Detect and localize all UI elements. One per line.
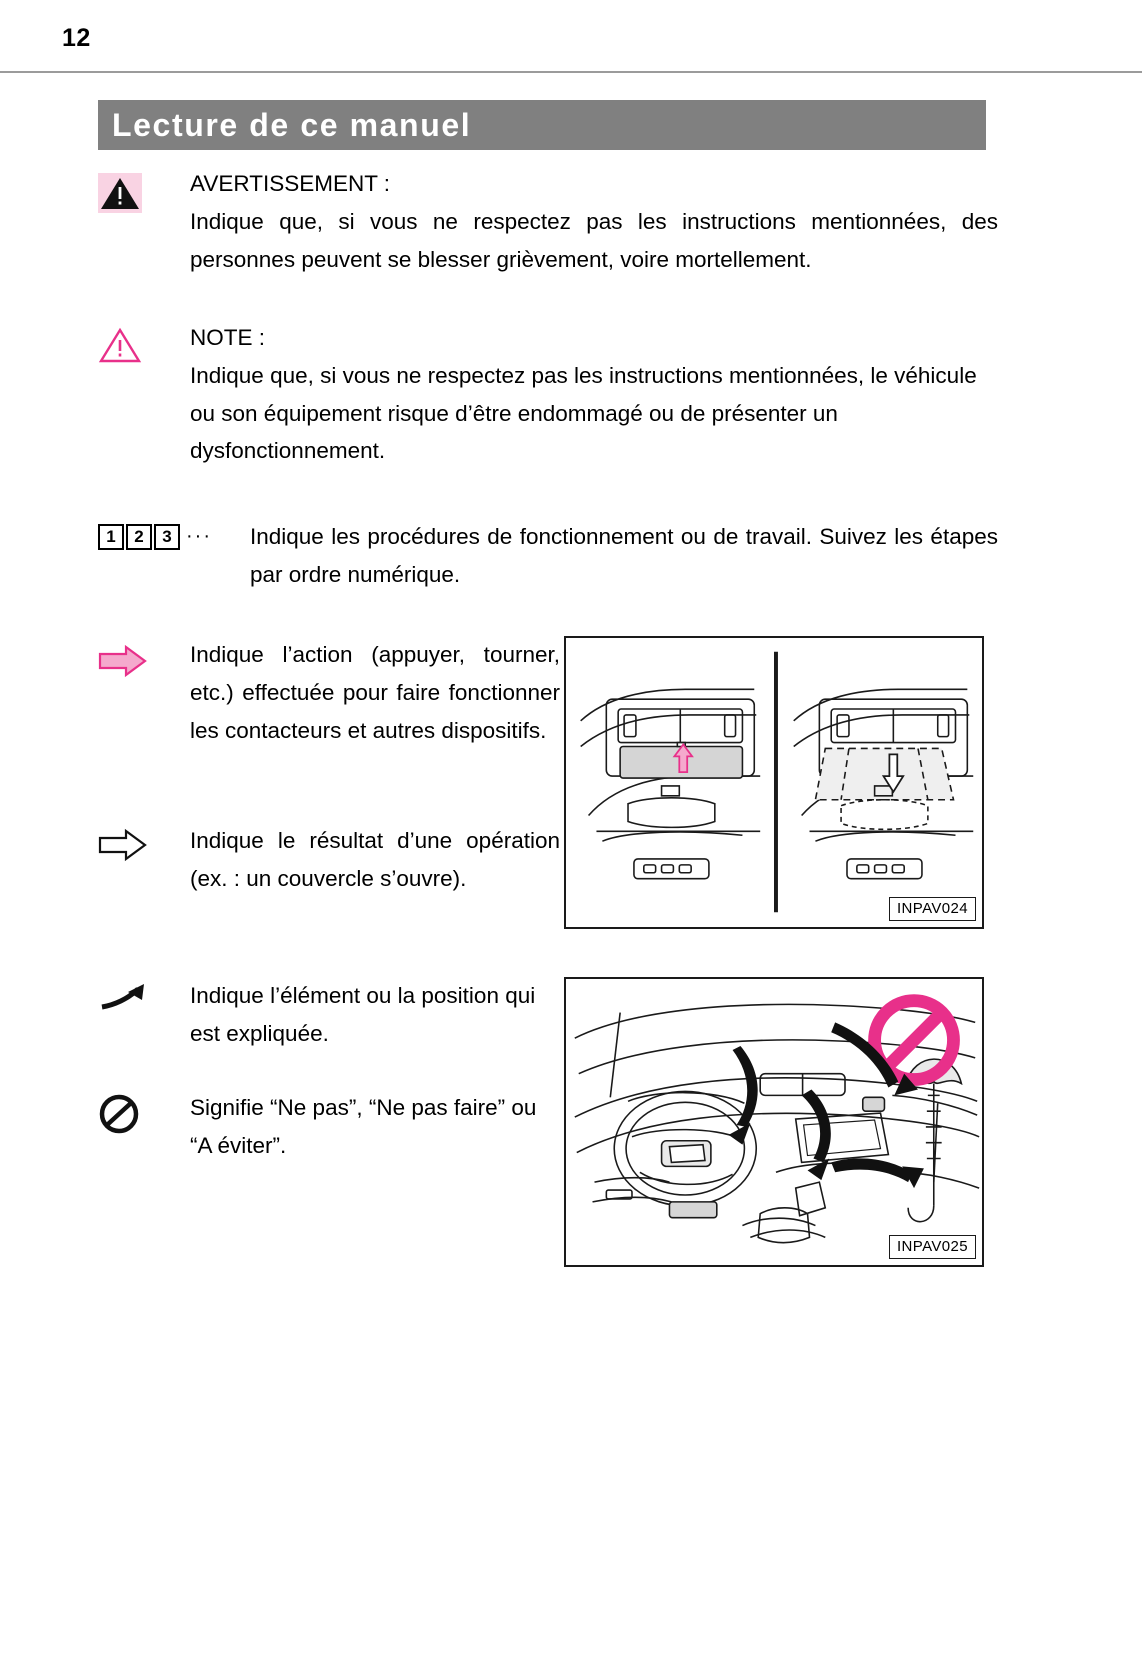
entry-heading: AVERTISSEMENT : [190,171,391,196]
icon-column [98,981,160,1015]
entry-prohibition [98,1089,568,1179]
page-title-bar [98,100,986,150]
icon-column [98,325,160,365]
page-number: 12 [62,24,91,52]
entry-note [98,319,998,484]
entry-body: Indique l’élément ou la position qui est expliquée. [190,983,536,1046]
entry-heading: NOTE : [190,325,266,350]
content-area [98,165,998,1277]
left-text-block [98,977,568,1179]
icon-column [98,173,160,213]
step-box-3: 3 [154,524,180,550]
figure-code: INPAV025 [889,1235,976,1259]
step-box-2: 2 [126,524,152,550]
entry-group-action-result [98,636,998,941]
text-column [190,319,998,470]
text-column [190,822,560,898]
entry-avertissement [98,165,998,285]
header-divider [0,71,1142,73]
left-text-block [98,636,568,912]
curved-arrow-icon [98,981,146,1015]
entry-action [98,636,568,796]
figure-overhead-console [564,636,984,929]
prohibition-icon [98,1093,140,1135]
text-column [190,1089,560,1165]
icon-column [98,644,160,678]
step-box-1: 1 [98,524,124,550]
page-title: Lecture de ce manuel [112,106,472,143]
entry-body: Indique les procédures de fonctionnement ou de travail. Suivez les étapes par ordre numérique. [250,524,998,587]
warning-triangle-icon [98,173,142,213]
icon-column [98,828,160,862]
outline-arrow-icon [98,828,146,862]
figure-code: INPAV024 [889,897,976,921]
note-triangle-icon [98,325,142,365]
text-column [250,518,998,594]
entry-body: Indique que, si vous ne respectez pas les instructions mentionnées, le véhicule ou son équipement risque d’être endommagé ou de présenter un dysfonctionnement. [190,362,977,464]
entry-body: Signifie “Ne pas”, “Ne pas faire” ou “A éviter”. [190,1095,537,1158]
text-column [190,636,560,749]
entry-position [98,977,568,1067]
pink-arrow-icon [98,644,148,678]
entry-result [98,822,568,912]
entry-steps [98,518,998,608]
entry-group-position-prohibition [98,977,998,1277]
text-column [190,977,560,1053]
entry-body: Indique que, si vous ne respectez pas les instructions mentionnées, des personnes peuvent se blesser grièvement, voire mortellement. [190,208,998,272]
entry-body: Indique le résultat d’une opération (ex. : un couvercle s’ouvre). [190,828,560,891]
icon-column [98,524,218,550]
figure-dashboard-umbrella [564,977,984,1267]
text-column [190,165,998,278]
numbered-steps-icon [98,524,212,550]
ellipsis: ··· [186,525,212,547]
icon-column [98,1093,160,1135]
entry-body: Indique l’action (appuyer, tourner, etc.) effectuée pour faire fonctionner les contacteurs et autres dispositifs. [190,642,560,743]
